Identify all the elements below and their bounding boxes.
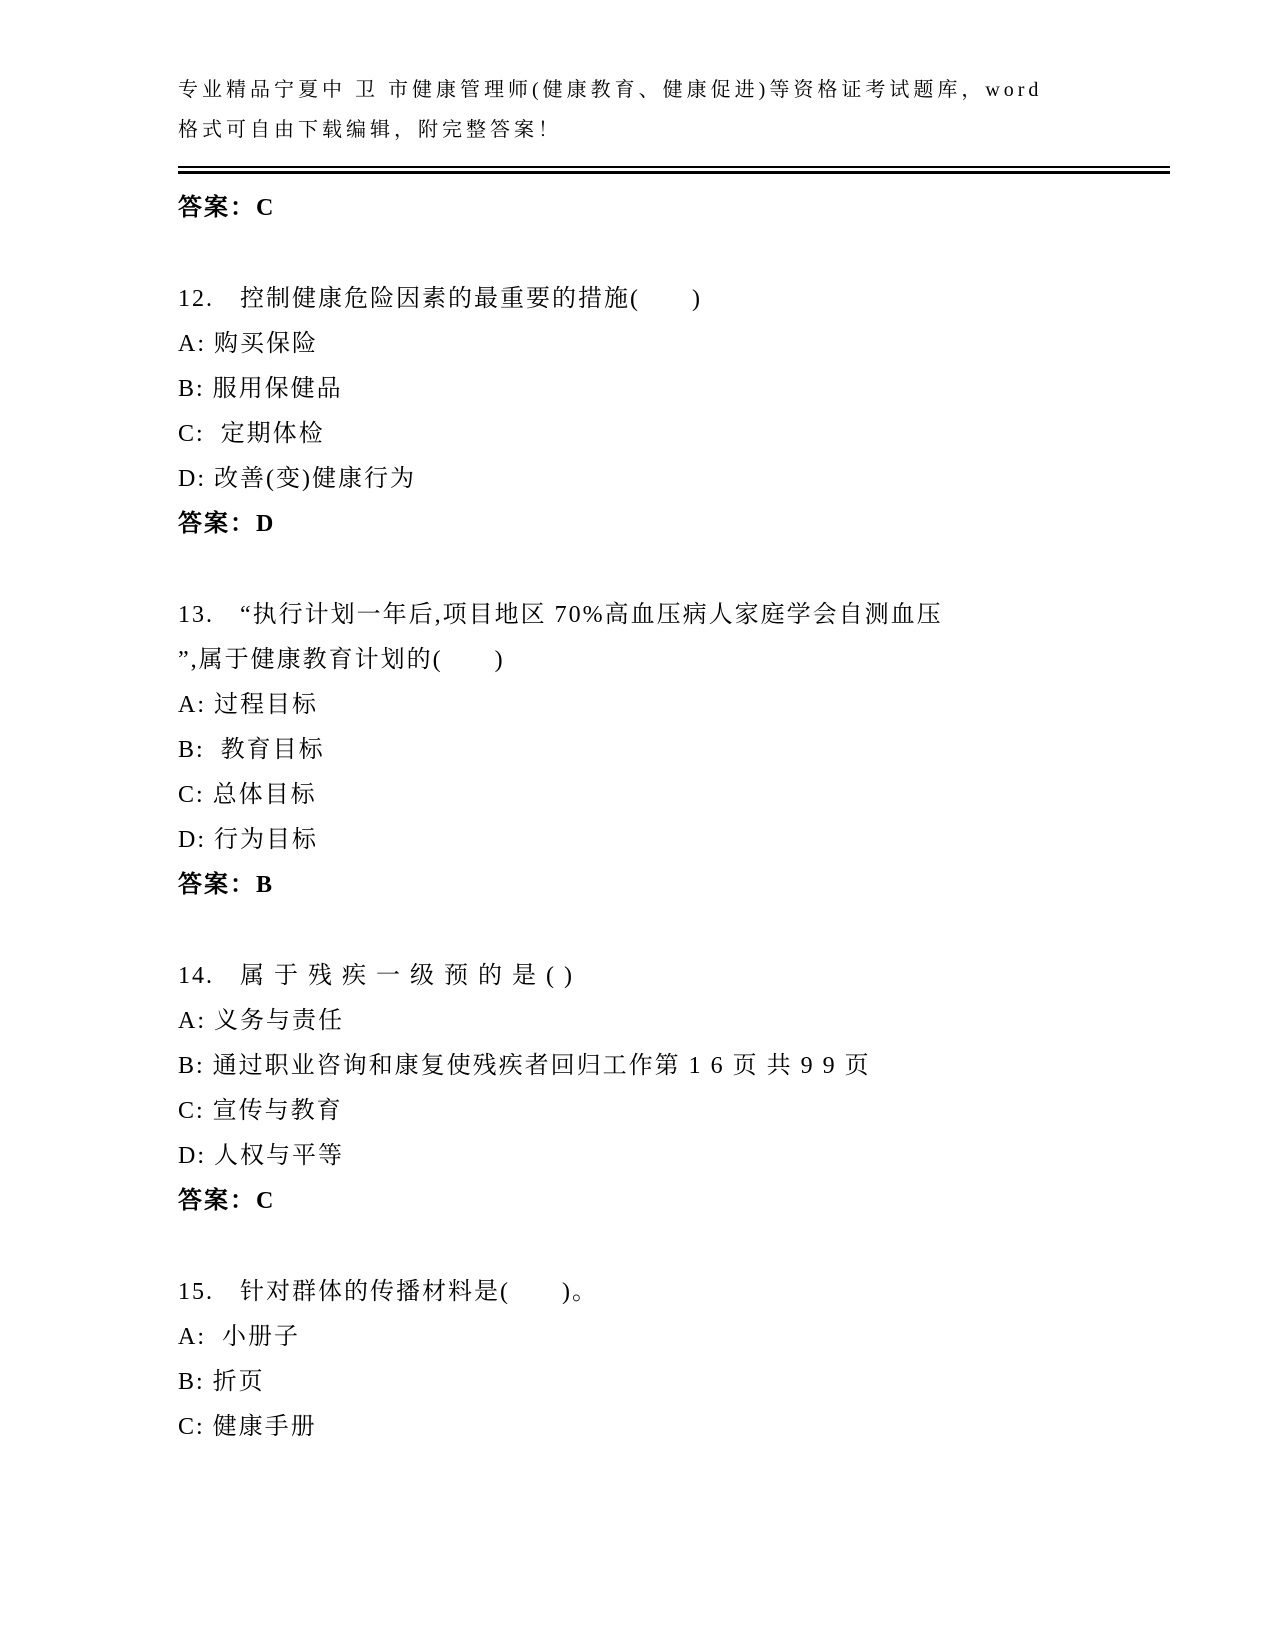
answer-text: 答案：B	[178, 872, 275, 898]
question-stem: 12. 控制健康危险因素的最重要的措施( )	[178, 286, 702, 312]
question-15	[178, 1270, 1178, 1450]
option-item: C: 健康手册	[178, 1414, 317, 1440]
option-item: B: 教育目标	[178, 737, 325, 763]
question-stem: 14. 属 于 残 疾 一 级 预 的 是 ( )	[178, 963, 574, 989]
option-item: D: 行为目标	[178, 827, 318, 853]
question-13	[178, 593, 1178, 908]
option-item: C: 宣传与教育	[178, 1098, 343, 1124]
option-item: B: 折页	[178, 1369, 265, 1395]
header-divider	[178, 166, 1170, 174]
answer-text: 答案：D	[178, 511, 276, 537]
question-14	[178, 954, 1178, 1224]
option-item: A: 义务与责任	[178, 1008, 344, 1034]
option-item: C: 总体目标	[178, 782, 317, 808]
page-header	[178, 70, 1178, 150]
header-line: 专业精品宁夏中 卫 市健康管理师(健康教育、健康促进)等资格证考试题库，word	[178, 79, 1043, 101]
option-item: C: 定期体检	[178, 421, 325, 447]
question-stem: ”,属于健康教育计划的( )	[178, 647, 505, 673]
option-item: D: 人权与平等	[178, 1143, 344, 1169]
question-stem: 15. 针对群体的传播材料是( )。	[178, 1279, 598, 1305]
answer-text: 答案：C	[178, 195, 276, 221]
question-stem: 13. “执行计划一年后,项目地区 70%高血压病人家庭学会自测血压	[178, 602, 943, 628]
header-line: 格式可自由下载编辑，附完整答案！	[178, 119, 562, 141]
option-item: A: 小册子	[178, 1324, 300, 1350]
option-item: B: 通过职业咨询和康复使残疾者回归工作第 1 6 页 共 9 9 页	[178, 1053, 871, 1079]
option-item: A: 购买保险	[178, 331, 318, 357]
option-item: A: 过程目标	[178, 692, 318, 718]
option-item: B: 服用保健品	[178, 376, 343, 402]
answer-text: 答案：C	[178, 1188, 276, 1214]
question-12	[178, 277, 1178, 547]
option-item: D: 改善(变)健康行为	[178, 466, 416, 492]
